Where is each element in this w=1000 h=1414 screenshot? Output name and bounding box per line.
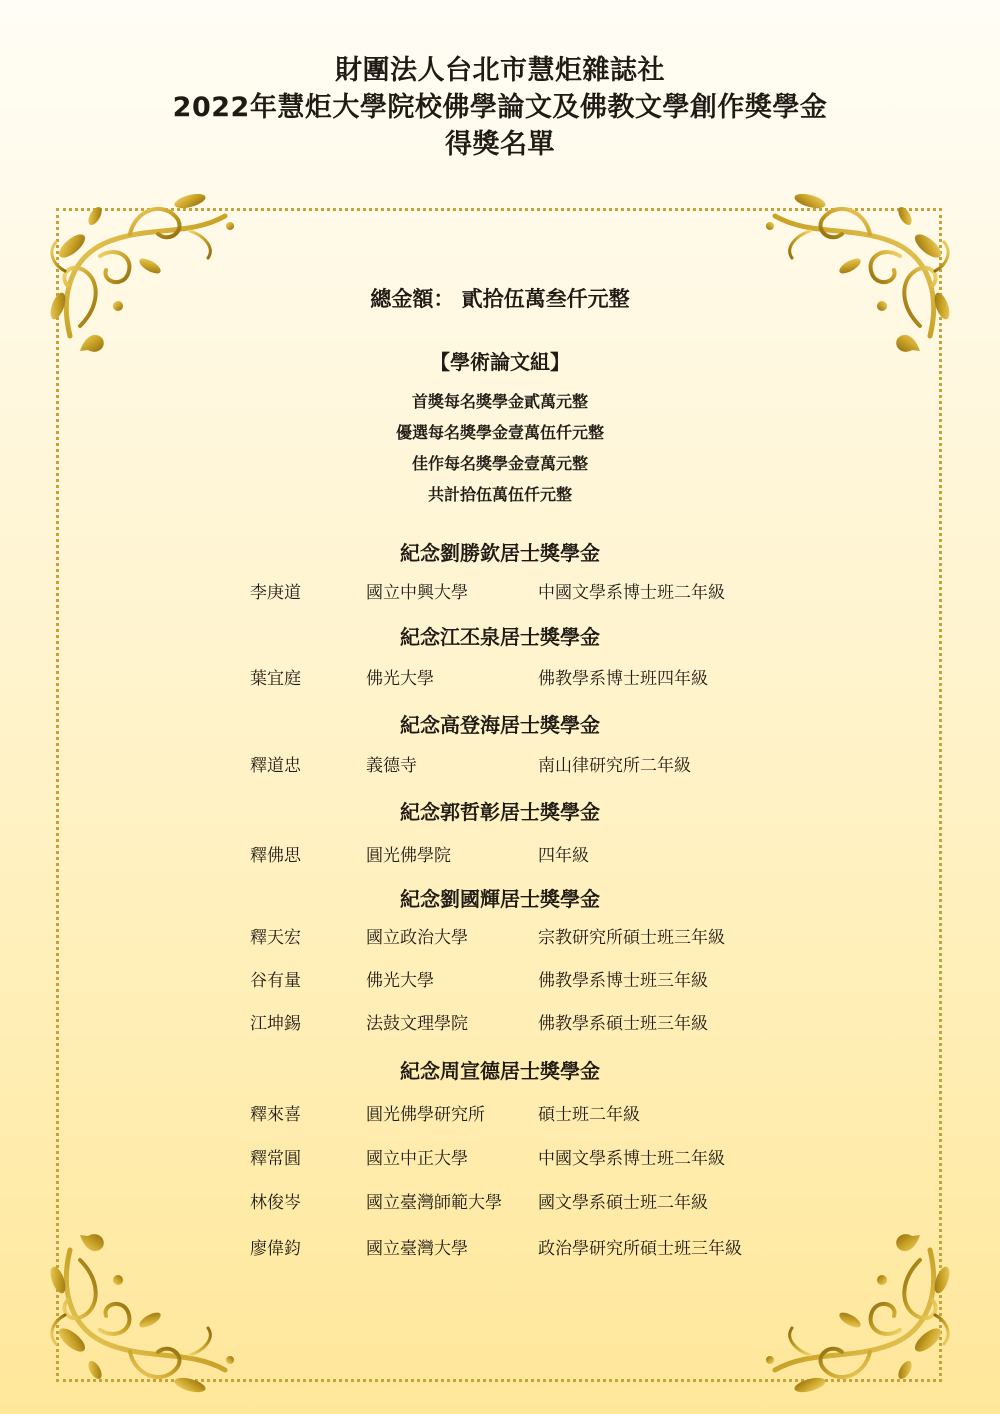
winner-row (0, 1234, 1000, 1258)
winner-name: 釋佛思 (250, 846, 301, 866)
winner-department: 南山律研究所二年級 (538, 756, 691, 776)
winner-row (0, 1188, 1000, 1212)
winner-school: 佛光大學 (366, 669, 434, 689)
scholarship-title: 紀念郭哲彰居士獎學金 (400, 800, 600, 824)
winner-school: 國立中興大學 (366, 583, 468, 603)
scholarship-title: 紀念江丕泉居士獎學金 (400, 625, 600, 649)
winner-row (0, 664, 1000, 688)
winner-school: 國立中正大學 (366, 1149, 468, 1169)
winner-department: 佛教學系博士班四年級 (538, 669, 708, 689)
winner-school: 圓光佛學院 (366, 846, 451, 866)
winner-name: 李庚道 (250, 583, 301, 603)
winner-row (0, 578, 1000, 602)
corner-ornament-top-left (40, 186, 250, 366)
rule-honorable: 佳作每名獎學金壹萬元整 (411, 454, 588, 473)
winner-row (0, 1144, 1000, 1168)
winner-name: 廖偉鈞 (250, 1239, 301, 1259)
scholarship-title: 紀念高登海居士獎學金 (400, 713, 600, 737)
winner-row (0, 751, 1000, 775)
winner-name: 林俊岑 (250, 1193, 301, 1213)
winner-school: 義德寺 (366, 756, 417, 776)
rule-first-prize: 首獎每名獎學金貳萬元整 (411, 392, 588, 411)
title-line-award: 2022年慧炬大學院校佛學論文及佛教文學創作獎學金 (172, 92, 828, 123)
winner-row (0, 923, 1000, 947)
winner-row (0, 841, 1000, 865)
winner-name: 江坤錫 (250, 1014, 301, 1034)
winner-school: 國立臺灣師範大學 (366, 1193, 502, 1213)
rule-merit: 優選每名獎學金壹萬伍仟元整 (395, 423, 604, 442)
winner-name: 釋常圓 (250, 1149, 301, 1169)
winner-department: 中國文學系博士班二年級 (538, 1149, 725, 1169)
winner-department: 佛教學系博士班三年級 (538, 971, 708, 991)
winner-name: 釋道忠 (250, 756, 301, 776)
award-rules (0, 386, 1000, 510)
winner-department: 中國文學系博士班二年級 (538, 583, 725, 603)
winner-school: 佛光大學 (366, 971, 434, 991)
winner-name: 谷有量 (250, 971, 301, 991)
winner-row (0, 1009, 1000, 1033)
group-title: 【學術論文組】 (430, 350, 570, 374)
winner-row (0, 1100, 1000, 1124)
winner-name: 釋來喜 (250, 1105, 301, 1125)
winner-department: 國文學系碩士班二年級 (538, 1193, 708, 1213)
document-title (0, 52, 1000, 163)
total-amount: 總金額： 貳拾伍萬叁仟元整 (370, 287, 630, 311)
corner-ornament-top-right (750, 186, 960, 366)
winner-department: 碩士班二年級 (538, 1105, 640, 1125)
winner-department: 四年級 (538, 846, 589, 866)
winner-department: 政治學研究所碩士班三年級 (538, 1239, 742, 1259)
winner-department: 佛教學系碩士班三年級 (538, 1014, 708, 1034)
rule-total: 共計拾伍萬伍仟元整 (427, 485, 572, 504)
winner-school: 國立政治大學 (366, 928, 468, 948)
winner-name: 葉宜庭 (250, 669, 301, 689)
title-line-list: 得獎名單 (445, 129, 555, 160)
scholarship-title: 紀念劉勝欽居士獎學金 (400, 541, 600, 565)
winner-school: 國立臺灣大學 (366, 1239, 468, 1259)
scholarship-title: 紀念周宣德居士獎學金 (400, 1059, 600, 1083)
winner-school: 圓光佛學研究所 (366, 1105, 485, 1125)
winner-name: 釋天宏 (250, 928, 301, 948)
winner-row (0, 966, 1000, 990)
scholarship-title: 紀念劉國輝居士獎學金 (400, 887, 600, 911)
title-line-organization: 財團法人台北市慧炬雜誌社 (335, 55, 665, 86)
winner-school: 法鼓文理學院 (366, 1014, 468, 1034)
winner-department: 宗教研究所碩士班三年級 (538, 928, 725, 948)
